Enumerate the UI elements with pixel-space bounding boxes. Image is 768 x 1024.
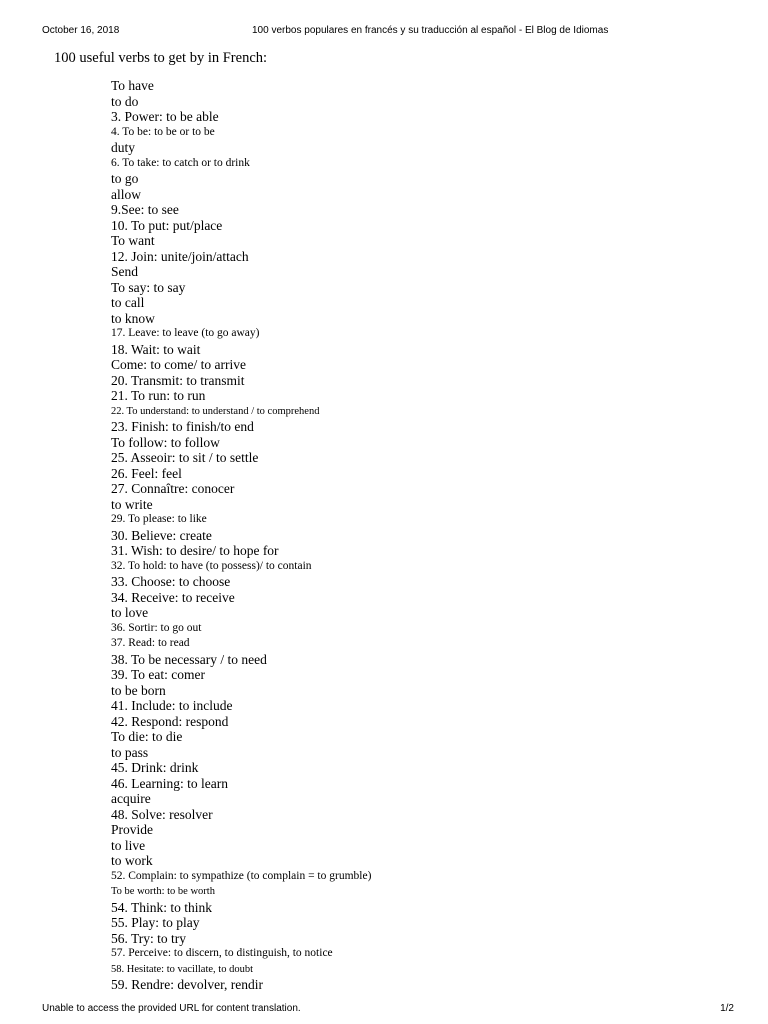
- verb-item: 48. Solve: resolver: [111, 806, 213, 822]
- verb-item: 9.See: to see: [111, 202, 179, 217]
- verb-item: 38. To be necessary / to need: [111, 651, 267, 667]
- verb-item: 56. Try: to try: [111, 930, 187, 946]
- verb-item: to work: [111, 853, 153, 868]
- verb-item: 45. Drink: drink: [111, 760, 199, 775]
- print-header: [42, 24, 734, 38]
- verb-item: 17. Leave: to leave (to go away): [111, 327, 260, 339]
- verb-item: 32. To hold: to have (to possess)/ to contain: [111, 559, 312, 572]
- verb-item: to do: [111, 93, 139, 109]
- verb-item: 55. Play: to play: [111, 915, 200, 930]
- intro-heading: 100 useful verbs to get by in French:: [54, 50, 268, 66]
- footer-note: Unable to access the provided URL for content translation.: [42, 1003, 301, 1014]
- verb-item: 29. To please: to like: [111, 513, 207, 525]
- verb-item: to pass: [111, 744, 149, 760]
- verb-item: Send: [111, 264, 138, 279]
- verb-item: 25. Asseoir: to sit / to settle: [111, 450, 259, 465]
- verb-item: 59. Rendre: devolver, rendir: [111, 977, 264, 992]
- verb-item: To want: [111, 233, 155, 248]
- verb-item: 21. To run: to run: [111, 388, 206, 403]
- verb-item: 41. Include: to include: [111, 698, 233, 713]
- verb-item: 58. Hesitate: to vacillate, to doubt: [111, 963, 254, 975]
- page-number: 1/2: [720, 1003, 734, 1014]
- verb-item: To have: [111, 78, 154, 93]
- verb-item: 33. Choose: to choose: [111, 574, 231, 589]
- verb-item: to know: [111, 310, 155, 326]
- print-footer: [42, 1002, 734, 1016]
- verb-item: 34. Receive: to receive: [111, 589, 235, 605]
- verb-item: to call: [111, 295, 145, 310]
- verb-item: acquire: [111, 791, 151, 806]
- verb-item: 26. Feel: feel: [111, 465, 182, 481]
- verb-item: To die: to die: [111, 729, 183, 744]
- verb-item: 30. Believe: create: [111, 527, 212, 543]
- verb-item: to go: [111, 171, 139, 186]
- print-date: October 16, 2018: [42, 25, 120, 36]
- verb-item: 31. Wish: to desire/ to hope for: [111, 543, 279, 558]
- verb-item: to write: [111, 496, 153, 512]
- verb-item: 52. Complain: to sympathize (to complain = to grumble): [111, 869, 372, 882]
- verb-item: duty: [111, 140, 136, 155]
- verb-item: 27. Connaître: conocer: [111, 481, 235, 496]
- verb-item: To be worth: to be worth: [111, 886, 215, 897]
- verb-item: to be born: [111, 682, 166, 698]
- verb-item: 22. To understand: to understand / to comprehend: [111, 405, 320, 417]
- verb-item: 12. Join: unite/join/attach: [111, 248, 249, 264]
- verb-item: to love: [111, 605, 149, 620]
- verb-item: 36. Sortir: to go out: [111, 621, 202, 634]
- verb-item: 3. Power: to be able: [111, 109, 219, 124]
- verb-item: Provide: [111, 822, 153, 837]
- verb-item: 4. To be: to be or to be: [111, 125, 215, 138]
- verb-list: [111, 78, 371, 993]
- verb-item: 18. Wait: to wait: [111, 341, 201, 357]
- verb-item: 37. Read: to read: [111, 637, 190, 649]
- verb-item: 42. Respond: respond: [111, 713, 229, 729]
- verb-item: To say: to say: [111, 279, 186, 295]
- verb-item: 46. Learning: to learn: [111, 775, 228, 791]
- verb-item: 20. Transmit: to transmit: [111, 372, 245, 388]
- print-title: 100 verbos populares en francés y su traducción al español - El Blog de Idiomas: [252, 25, 609, 36]
- verb-item: To follow: to follow: [111, 434, 220, 450]
- verb-item: Come: to come/ to arrive: [111, 357, 246, 372]
- verb-item: 10. To put: put/place: [111, 217, 223, 233]
- verb-item: 23. Finish: to finish/to end: [111, 419, 254, 434]
- verb-item: 6. To take: to catch or to drink: [111, 156, 250, 169]
- verb-item: to live: [111, 837, 146, 853]
- verb-item: 39. To eat: comer: [111, 667, 206, 682]
- verb-item: 54. Think: to think: [111, 899, 213, 915]
- verb-item: allow: [111, 186, 141, 202]
- verb-item: 57. Perceive: to discern, to distinguish, to notice: [111, 947, 333, 959]
